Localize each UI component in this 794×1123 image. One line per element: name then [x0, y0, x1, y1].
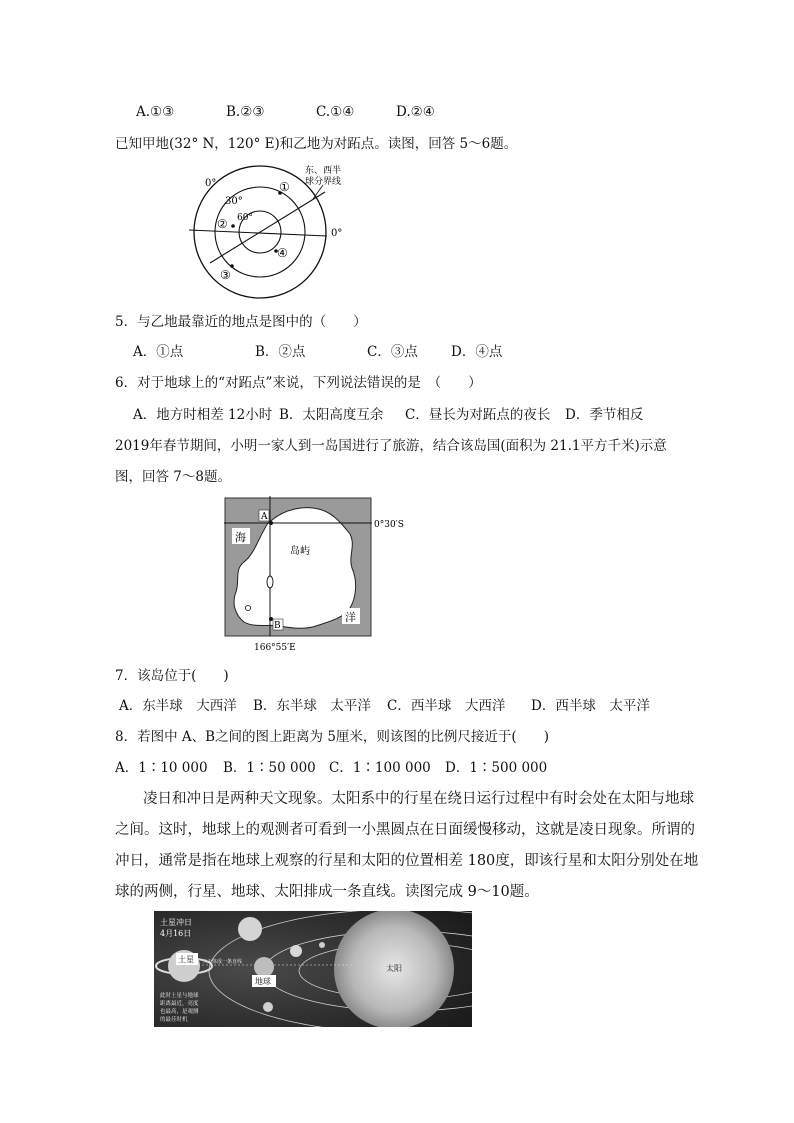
q4-option-c: C.①④ — [316, 104, 355, 120]
q6-option-a: A．地方时相差 12小时 — [133, 407, 273, 423]
q6-stem: 6．对于地球上的“对跖点”来说，下列说法错误的是 （ ） — [115, 375, 482, 391]
passage-line-3: 冲日，通常是指在地球上观察的行星和太阳的位置相差 180度，即该行星和太阳分别处在地 — [115, 853, 699, 869]
fig3-note-line2: 距离最近，亮度 — [160, 1001, 199, 1007]
q7-option-c: C．西半球 大西洋 — [387, 698, 506, 714]
q8-options — [115, 759, 547, 777]
q4-options — [136, 103, 435, 121]
jupiter-shape — [238, 917, 262, 941]
q5-options — [133, 343, 502, 361]
lake-shape — [267, 576, 273, 588]
point-2-label: ② — [217, 217, 228, 231]
fig3-note-line4: 的最佳时机 — [160, 1017, 188, 1023]
earth-shape — [254, 957, 274, 977]
point-b-dot — [269, 617, 273, 621]
boundary-label-line2: 球分界线 — [305, 177, 342, 187]
q5-option-b: B．②点 — [255, 344, 306, 360]
q4-option-a: A.①③ — [136, 104, 175, 120]
sun-label: 太阳 — [386, 964, 402, 973]
boundary-label-line1: 东、西半 — [305, 166, 342, 176]
point-3-label: ③ — [220, 268, 231, 282]
q8-option-b: B．1∶50 000 — [223, 760, 316, 776]
q4-option-d: D.②④ — [396, 104, 435, 120]
small-islet — [246, 606, 251, 611]
label-30: 30° — [225, 196, 243, 207]
alignment-note: 三天体成一条直线 — [202, 959, 243, 965]
point-1-label: ① — [279, 180, 290, 194]
point-4-label: ④ — [277, 246, 288, 260]
q6-option-c: C．昼长为对跖点的夜长 — [405, 407, 551, 423]
ocean-label: 洋 — [345, 611, 356, 624]
q5-stem: 5．与乙地最靠近的地点是图中的（ ） — [115, 314, 367, 330]
q6-option-d: D．季节相反 — [565, 407, 644, 423]
polar-projection-figure — [185, 160, 355, 300]
q8-option-a: A．1∶10 000 — [115, 760, 208, 776]
passage-line-2: 之间。这时，地球上的观测者可看到一小黑圆点在日面缓慢移动，这就是凌日现象。所谓的 — [115, 822, 695, 838]
q7-option-a: A．东半球 大西洋 — [119, 698, 237, 714]
q6-options — [133, 406, 643, 424]
passage-line-1: 凌日和冲日是两种天文现象。太阳系中的行星在绕日运行过程中有时会处在太阳与地球 — [143, 791, 694, 807]
q8-stem: 8．若图中 A、B之间的图上距离为 5厘米，则该图的比例尺接近于( ) — [115, 729, 549, 745]
latitude-label: 0°30′S — [374, 520, 404, 530]
q7-option-b: B．东半球 太平洋 — [253, 698, 371, 714]
point-b-label: B — [274, 621, 281, 631]
label-0-top: 0° — [205, 178, 217, 189]
q5-option-c: C．③点 — [367, 344, 418, 360]
q7-options — [119, 697, 650, 715]
earth-label: 地球 — [255, 977, 271, 986]
fig3-note-line3: 也最高，是观测 — [160, 1009, 199, 1015]
q5-option-d: D．④点 — [451, 344, 503, 360]
fig3-title-line2: 4月16日 — [160, 929, 192, 938]
intro-5-6: 已知甲地(32° N，120° E)和乙地为对跖点。读图，回答 5～6题。 — [115, 136, 518, 152]
label-60: 60° — [237, 213, 253, 223]
intro-7-8-line1: 2019年春节期间，小明一家人到一岛国进行了旅游，结合该岛国(面积为 21.1平方千米)示意 — [115, 438, 667, 454]
intro-7-8-line2: 图，回答 7～8题。 — [115, 469, 231, 485]
q7-option-d: D．西半球 太平洋 — [531, 698, 650, 714]
q5-option-a: A．①点 — [133, 344, 184, 360]
label-0-right: 0° — [331, 228, 343, 239]
saturn-label: 土星 — [178, 955, 194, 964]
fig3-title-line1: 土星冲日 — [160, 918, 192, 927]
q8-option-d: D．1∶500 000 — [445, 760, 548, 776]
point-2-dot — [231, 224, 235, 228]
venus-shape — [290, 945, 302, 957]
saturn-opposition-figure — [154, 911, 472, 1027]
q6-option-b: B．太阳高度互余 — [279, 407, 384, 423]
sea-label: 海 — [235, 531, 246, 544]
q7-stem: 7．该岛位于( ) — [115, 668, 229, 684]
point-a-label: A — [261, 512, 268, 522]
mars-shape — [263, 1002, 273, 1012]
q4-option-b: B.②③ — [226, 104, 265, 120]
passage-line-4: 球的两侧，行星、地球、太阳排成一条直线。读图完成 9～10题。 — [115, 884, 539, 900]
island-map-figure — [224, 496, 424, 654]
q8-option-c: C．1∶100 000 — [329, 760, 431, 776]
mercury-shape — [319, 942, 325, 948]
point-a-dot — [269, 521, 273, 525]
fig3-note-line1: 此时土星与地球 — [160, 993, 199, 999]
longitude-label: 166°55′E — [254, 643, 296, 653]
island-label: 岛屿 — [290, 546, 310, 557]
